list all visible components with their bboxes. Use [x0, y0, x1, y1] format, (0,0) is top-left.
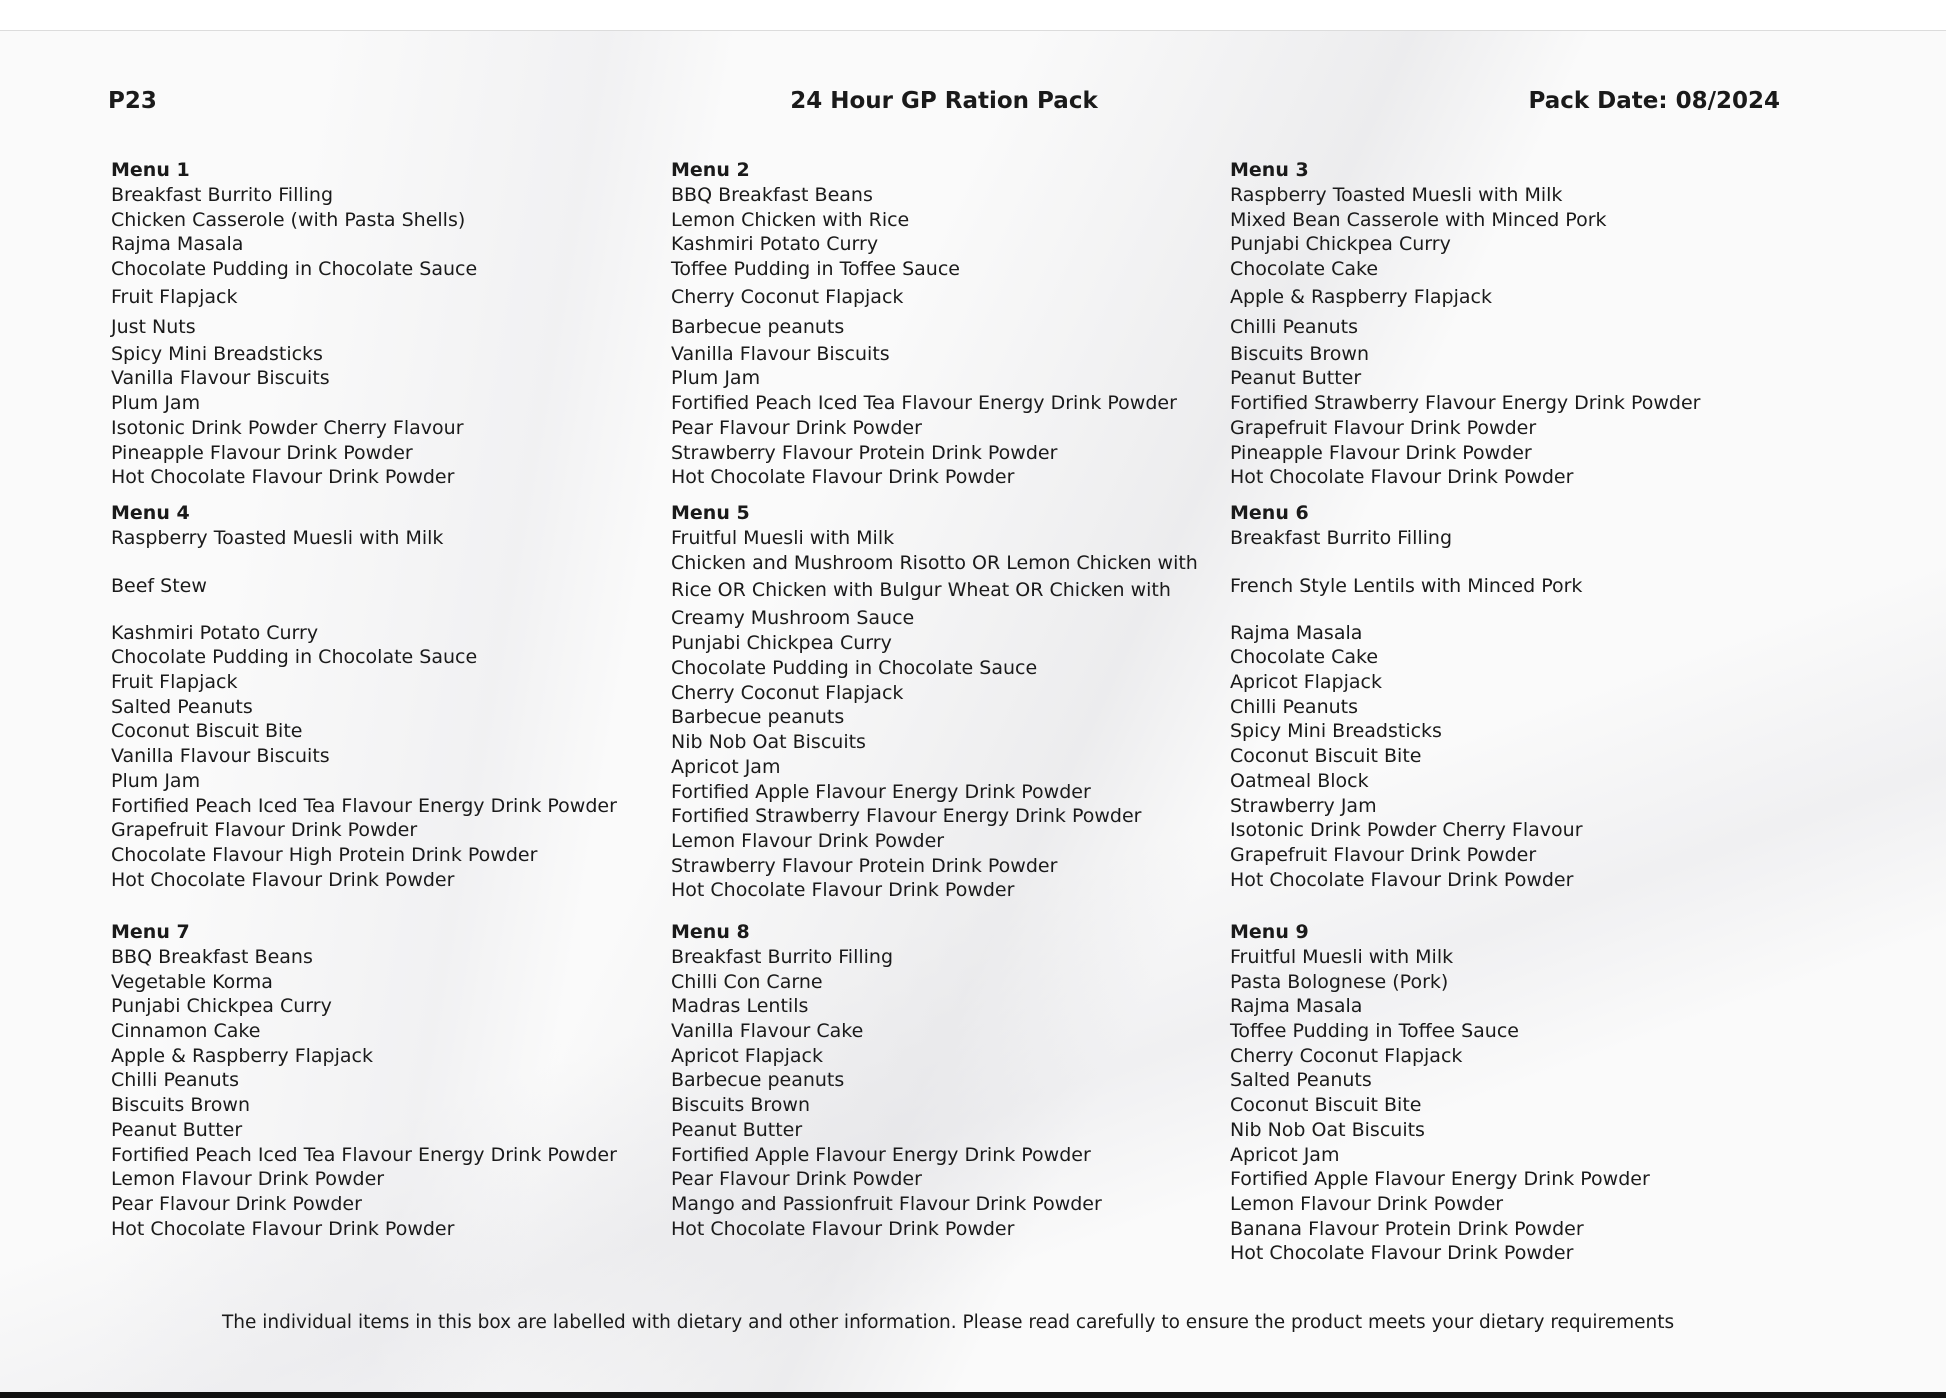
- menu-item: Banana Flavour Protein Drink Powder: [1230, 1217, 1584, 1240]
- menu-item: Rice OR Chicken with Bulgur Wheat OR Chicken with: [671, 579, 1171, 602]
- menu-item: Toffee Pudding in Toffee Sauce: [671, 258, 960, 281]
- menu-item: Kashmiri Potato Curry: [111, 621, 319, 644]
- menu-item: Coconut Biscuit Bite: [1230, 1094, 1422, 1117]
- menu-item: Pear Flavour Drink Powder: [671, 1168, 922, 1191]
- menu-item: Chocolate Pudding in Chocolate Sauce: [111, 646, 478, 669]
- menu-item: Hot Chocolate Flavour Drink Powder: [111, 868, 455, 891]
- menu-item: Fortified Peach Iced Tea Flavour Energy Drink Powder: [671, 392, 1177, 415]
- menu-item: [111, 601, 671, 621]
- menu-item-list: [111, 526, 671, 892]
- menu-item: Grapefruit Flavour Drink Powder: [1230, 416, 1537, 439]
- menu-item: [111, 551, 671, 571]
- menu-item: Breakfast Burrito Filling: [1230, 527, 1453, 549]
- menu-item: Pear Flavour Drink Powder: [111, 1192, 362, 1215]
- scan-bottom-edge: [0, 1392, 1946, 1398]
- menu-item: Vegetable Korma: [111, 970, 273, 993]
- menu-item: Rajma Masala: [1230, 995, 1363, 1018]
- menu-2: [671, 157, 1231, 490]
- menu-item: [1230, 551, 1790, 571]
- menu-item: Plum Jam: [111, 392, 201, 415]
- menu-item: Punjabi Chickpea Curry: [111, 995, 332, 1018]
- menu-item: Pineapple Flavour Drink Powder: [1230, 441, 1532, 464]
- pack-code: P23: [108, 88, 157, 114]
- menu-title: Menu 2: [671, 159, 750, 181]
- menu-item: Fruit Flapjack: [111, 671, 238, 694]
- menu-item: Fortified Strawberry Flavour Energy Drink Powder: [1230, 392, 1701, 415]
- menu-item: Strawberry Jam: [1230, 794, 1377, 817]
- menu-item: [1230, 601, 1790, 621]
- menu-item: Peanut Butter: [671, 1118, 803, 1141]
- menu-item: Just Nuts: [111, 315, 196, 338]
- menu-title: Menu 7: [111, 921, 190, 943]
- menu-item: Hot Chocolate Flavour Drink Powder: [1230, 1242, 1574, 1265]
- menu-item: Pear Flavour Drink Powder: [671, 416, 922, 439]
- menu-item: Hot Chocolate Flavour Drink Powder: [1230, 466, 1574, 489]
- menu-item-list: [1230, 183, 1790, 490]
- menu-item: Chilli Con Carne: [671, 970, 823, 993]
- menu-item: Vanilla Flavour Biscuits: [111, 367, 330, 390]
- menu-title: Menu 9: [1230, 921, 1309, 943]
- menu-item: Hot Chocolate Flavour Drink Powder: [1230, 868, 1574, 891]
- menu-title: Menu 1: [111, 159, 190, 181]
- menu-item: Mango and Passionfruit Flavour Drink Powder: [671, 1192, 1102, 1215]
- menu-item: Vanilla Flavour Cake: [671, 1020, 864, 1043]
- menu-item: Madras Lentils: [671, 995, 809, 1018]
- menu-item: Cherry Coconut Flapjack: [1230, 1044, 1463, 1067]
- menu-item: Rajma Masala: [1230, 621, 1363, 644]
- menu-item: Chilli Peanuts: [111, 1069, 240, 1092]
- menu-item-list: [111, 945, 671, 1241]
- menu-item: Strawberry Flavour Protein Drink Powder: [671, 854, 1058, 877]
- menu-item: Chocolate Flavour High Protein Drink Powder: [111, 843, 538, 866]
- menu-item: Chilli Peanuts: [1230, 315, 1359, 338]
- menu-9: [1230, 919, 1790, 1266]
- menu-item: Coconut Biscuit Bite: [1230, 745, 1422, 768]
- menu-item: Hot Chocolate Flavour Drink Powder: [671, 1217, 1015, 1240]
- document-header: [108, 88, 1780, 122]
- menu-item: Fruitful Muesli with Milk: [1230, 946, 1454, 968]
- menu-item: Fruit Flapjack: [111, 285, 238, 308]
- menu-item: Chocolate Pudding in Chocolate Sauce: [671, 657, 1038, 680]
- menu-item: Beef Stew: [111, 574, 207, 597]
- scan-top-edge: [0, 0, 1946, 31]
- menu-item: Plum Jam: [671, 367, 761, 390]
- menu-item: Spicy Mini Breadsticks: [111, 342, 323, 365]
- menu-item-list: [1230, 945, 1790, 1266]
- menu-item: Lemon Flavour Drink Powder: [671, 829, 945, 852]
- menu-item: Cherry Coconut Flapjack: [671, 681, 904, 704]
- menu-item: Breakfast Burrito Filling: [111, 184, 334, 206]
- menu-item: Raspberry Toasted Muesli with Milk: [1230, 184, 1563, 206]
- menu-7: [111, 919, 671, 1241]
- menu-item: Vanilla Flavour Biscuits: [671, 342, 890, 365]
- menu-title: Menu 4: [111, 502, 190, 524]
- menu-item: Cinnamon Cake: [111, 1020, 261, 1043]
- menu-item: Fortified Peach Iced Tea Flavour Energy Drink Powder: [111, 1143, 617, 1166]
- menu-title: Menu 8: [671, 921, 750, 943]
- menu-item: Spicy Mini Breadsticks: [1230, 720, 1442, 743]
- menu-item: Chocolate Cake: [1230, 646, 1379, 669]
- menu-item-list: [671, 526, 1231, 903]
- menu-item-list: [111, 183, 671, 490]
- menu-item: Hot Chocolate Flavour Drink Powder: [111, 466, 455, 489]
- menu-item: Toffee Pudding in Toffee Sauce: [1230, 1020, 1519, 1043]
- menu-item: Lemon Flavour Drink Powder: [1230, 1192, 1504, 1215]
- menu-item: Fruitful Muesli with Milk: [671, 527, 895, 549]
- menu-item: Kashmiri Potato Curry: [671, 233, 879, 256]
- menu-item: Plum Jam: [111, 769, 201, 792]
- menu-item: Salted Peanuts: [1230, 1069, 1372, 1092]
- menu-item: BBQ Breakfast Beans: [111, 946, 313, 968]
- menu-item: Coconut Biscuit Bite: [111, 720, 303, 743]
- menu-item: Peanut Butter: [1230, 367, 1362, 390]
- menu-item: Biscuits Brown: [111, 1094, 251, 1117]
- menu-item: Fortified Apple Flavour Energy Drink Powder: [671, 1143, 1091, 1166]
- menu-item: Chilli Peanuts: [1230, 695, 1359, 718]
- menu-item: Punjabi Chickpea Curry: [671, 632, 892, 655]
- menu-title: Menu 6: [1230, 502, 1309, 524]
- menu-item: Fortified Apple Flavour Energy Drink Powder: [671, 780, 1091, 803]
- menu-item: Fortified Peach Iced Tea Flavour Energy Drink Powder: [111, 794, 617, 817]
- menu-item: Apricot Jam: [671, 755, 781, 778]
- menu-item: Apricot Flapjack: [1230, 671, 1382, 694]
- dietary-notice: The individual items in this box are labelled with dietary and other information. Please read carefully to ensure the product meets your dietary requirements: [222, 1312, 1675, 1333]
- menu-item: Chicken and Mushroom Risotto OR Lemon Chicken with: [671, 551, 1198, 574]
- menu-item: Grapefruit Flavour Drink Powder: [111, 819, 418, 842]
- menu-item: Apple & Raspberry Flapjack: [111, 1044, 373, 1067]
- menu-5: [671, 500, 1231, 903]
- menu-item: Isotonic Drink Powder Cherry Flavour: [1230, 819, 1583, 842]
- menu-item: Lemon Flavour Drink Powder: [111, 1168, 385, 1191]
- menu-item: Grapefruit Flavour Drink Powder: [1230, 843, 1537, 866]
- menu-item: Rajma Masala: [111, 233, 244, 256]
- menu-item: Fortified Strawberry Flavour Energy Drink Powder: [671, 805, 1142, 828]
- menu-item: Cherry Coconut Flapjack: [671, 285, 904, 308]
- menu-item: French Style Lentils with Minced Pork: [1230, 574, 1583, 597]
- menu-item: Apricot Jam: [1230, 1143, 1340, 1166]
- menu-item: Creamy Mushroom Sauce: [671, 607, 915, 630]
- menu-item-list: [671, 945, 1231, 1241]
- menu-6: [1230, 500, 1790, 892]
- menu-item-list: [671, 183, 1231, 490]
- pack-date: Pack Date: 08/2024: [1528, 88, 1780, 114]
- menu-8: [671, 919, 1231, 1241]
- menu-title: Menu 5: [671, 502, 750, 524]
- menu-item: Lemon Chicken with Rice: [671, 208, 910, 231]
- menu-item: Punjabi Chickpea Curry: [1230, 233, 1451, 256]
- menu-item: Salted Peanuts: [111, 695, 253, 718]
- menu-item: Barbecue peanuts: [671, 315, 845, 338]
- menu-item: Barbecue peanuts: [671, 1069, 845, 1092]
- menu-item: Pineapple Flavour Drink Powder: [111, 441, 413, 464]
- menu-item: Hot Chocolate Flavour Drink Powder: [671, 466, 1015, 489]
- menu-item: Vanilla Flavour Biscuits: [111, 745, 330, 768]
- menu-item: Peanut Butter: [111, 1118, 243, 1141]
- menu-4: [111, 500, 671, 892]
- menu-item: Biscuits Brown: [671, 1094, 811, 1117]
- menu-item: Hot Chocolate Flavour Drink Powder: [111, 1217, 455, 1240]
- menu-item: Nib Nob Oat Biscuits: [1230, 1118, 1425, 1141]
- menu-item: Hot Chocolate Flavour Drink Powder: [671, 879, 1015, 902]
- menu-item: Strawberry Flavour Protein Drink Powder: [671, 441, 1058, 464]
- menu-item: Chicken Casserole (with Pasta Shells): [111, 208, 466, 231]
- menu-item: Chocolate Pudding in Chocolate Sauce: [111, 258, 478, 281]
- menu-item: Oatmeal Block: [1230, 769, 1369, 792]
- menu-item: Apricot Flapjack: [671, 1044, 823, 1067]
- menu-item: Raspberry Toasted Muesli with Milk: [111, 527, 444, 549]
- menu-item: Chocolate Cake: [1230, 258, 1379, 281]
- menu-item: Barbecue peanuts: [671, 706, 845, 729]
- menu-item: Nib Nob Oat Biscuits: [671, 731, 866, 754]
- menu-item: Mixed Bean Casserole with Minced Pork: [1230, 208, 1607, 231]
- menu-title: Menu 3: [1230, 159, 1309, 181]
- menu-item: Breakfast Burrito Filling: [671, 946, 894, 968]
- menu-item: Isotonic Drink Powder Cherry Flavour: [111, 416, 464, 439]
- menu-item: Fortified Apple Flavour Energy Drink Powder: [1230, 1168, 1650, 1191]
- menu-item: BBQ Breakfast Beans: [671, 184, 873, 206]
- document-title: 24 Hour GP Ration Pack: [790, 88, 1098, 114]
- menu-item: Apple & Raspberry Flapjack: [1230, 285, 1492, 308]
- menu-item-list: [1230, 526, 1790, 892]
- menu-item: Biscuits Brown: [1230, 342, 1370, 365]
- menu-1: [111, 157, 671, 490]
- menu-item: Pasta Bolognese (Pork): [1230, 970, 1449, 993]
- menu-3: [1230, 157, 1790, 490]
